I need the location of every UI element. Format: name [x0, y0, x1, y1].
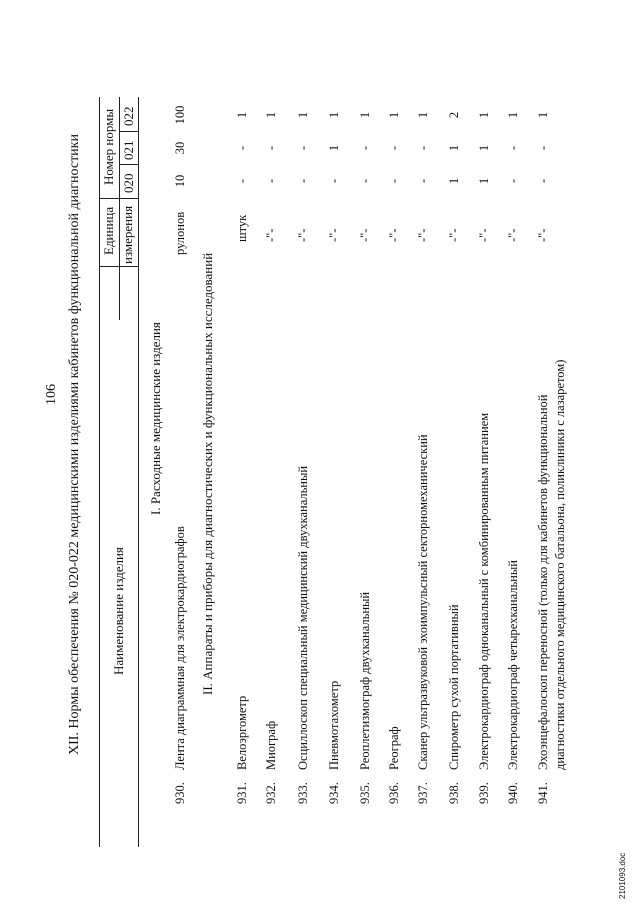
row-unit: -"-	[536, 228, 550, 242]
row-name: Реоплетизмограф двухканальный	[358, 591, 372, 770]
row-value-022: 1	[327, 111, 341, 119]
row-value-022: 100	[173, 105, 187, 125]
row-value-021: -	[506, 145, 520, 151]
header-divider-name-unit	[99, 266, 138, 267]
row-name: Электрокардиограф четырехканальный	[506, 560, 520, 770]
header-divider-unit-norm	[99, 198, 138, 199]
header-norm-021: 021	[121, 140, 136, 160]
row-value-020: -	[536, 178, 550, 184]
row-value-020: -	[416, 178, 430, 184]
row-value-021: 1	[447, 144, 461, 152]
row-value-021: 30	[173, 141, 187, 155]
header-norm-020: 020	[121, 173, 136, 193]
row-value-020: -	[327, 178, 341, 184]
row-name-continued: диагностики отдельного медицинского батальона, поликлиники с лазаретом)	[553, 359, 567, 770]
row-value-020: -	[387, 178, 401, 184]
table-top-border	[99, 97, 100, 847]
row-value-022: 1	[296, 111, 310, 119]
footer-file-code: 2101093.doc	[618, 852, 627, 899]
row-name: Спирометр сухой портативный	[447, 604, 461, 770]
row-value-021: 1	[477, 144, 491, 152]
row-value-022: 1	[477, 111, 491, 119]
row-number: 938.	[447, 782, 461, 804]
header-name: Наименование изделия	[111, 547, 126, 675]
row-unit: -"-	[327, 228, 341, 242]
row-number: 931.	[235, 782, 249, 804]
row-value-022: 1	[387, 111, 401, 119]
row-value-020: -	[235, 178, 249, 184]
row-name: Реограф	[387, 726, 401, 770]
row-number: 932.	[264, 782, 278, 804]
row-value-020: 1	[477, 177, 491, 185]
row-number: 940.	[506, 782, 520, 804]
row-number: 935.	[358, 782, 372, 804]
row-number: 936.	[387, 782, 401, 804]
row-unit: -"-	[387, 228, 401, 242]
header-unit-line1: Единица	[101, 206, 116, 255]
row-name: Осциллоскоп специальный медицинский двухканальный	[296, 465, 310, 770]
section-title: I. Расходные медицинские изделия	[148, 322, 163, 515]
header-unit-line2: измерения	[120, 205, 135, 264]
row-value-020: -	[296, 178, 310, 184]
row-unit: -"-	[447, 228, 461, 242]
row-value-022: 1	[536, 111, 550, 119]
row-name: Лента диаграммная для электрокардиографов	[173, 526, 187, 770]
row-value-022: 1	[358, 111, 372, 119]
header-norm-group: Номер нормы	[101, 108, 116, 185]
row-value-022: 1	[416, 111, 430, 119]
row-unit: -"-	[264, 228, 278, 242]
row-number: 934.	[327, 782, 341, 804]
header-bottom-border	[138, 97, 139, 847]
row-value-022: 1	[264, 111, 278, 119]
row-number: 937.	[416, 782, 430, 804]
page-number: 106	[44, 384, 59, 405]
section-title: II. Аппараты и приборы для диагностических и функциональных исследований	[200, 252, 215, 695]
row-unit: штук	[235, 214, 249, 242]
row-number: 933.	[296, 782, 310, 804]
row-value-020: 10	[173, 174, 187, 188]
row-value-021: -	[416, 145, 430, 151]
row-value-021: -	[536, 145, 550, 151]
row-unit: рулонов	[173, 211, 187, 255]
row-value-021: -	[296, 145, 310, 151]
row-value-022: 2	[447, 111, 461, 119]
header-norm-022: 022	[121, 106, 136, 126]
row-unit: -"-	[506, 228, 520, 242]
row-unit: -"-	[477, 228, 491, 242]
row-unit: -"-	[296, 228, 310, 242]
header-divider-020-021	[119, 164, 138, 165]
row-name: Пневмотахометр	[327, 680, 341, 770]
document-title: XII. Нормы обеспечения № 020-022 медицинскими изделиями кабинетов функциональной диагностики	[67, 134, 82, 755]
row-number: 941.	[536, 782, 550, 804]
row-value-021: 1	[327, 144, 341, 152]
row-name: Сканер ультразвуковой эхоимпульсный секторномеханический	[416, 434, 430, 770]
row-value-020: -	[506, 178, 520, 184]
row-value-021: -	[235, 145, 249, 151]
row-name: Миограф	[264, 720, 278, 770]
row-value-022: 1	[235, 111, 249, 119]
row-number: 939.	[477, 782, 491, 804]
row-value-020: -	[264, 178, 278, 184]
row-name: Велоэргометр	[235, 695, 249, 770]
row-unit: -"-	[416, 228, 430, 242]
row-value-021: -	[387, 145, 401, 151]
row-value-022: 1	[506, 111, 520, 119]
row-value-021: -	[264, 145, 278, 151]
row-value-020: -	[358, 178, 372, 184]
row-value-020: 1	[447, 177, 461, 185]
row-name: Эхоэнцефалоскоп переносной (только для кабинетов функциональной	[536, 394, 550, 770]
row-unit: -"-	[358, 228, 372, 242]
header-divider-021-022	[119, 131, 138, 132]
row-name: Электрокардиограф одноканальный с комбинированным питанием	[477, 412, 491, 770]
row-number: 930.	[173, 782, 187, 804]
row-value-021: -	[358, 145, 372, 151]
